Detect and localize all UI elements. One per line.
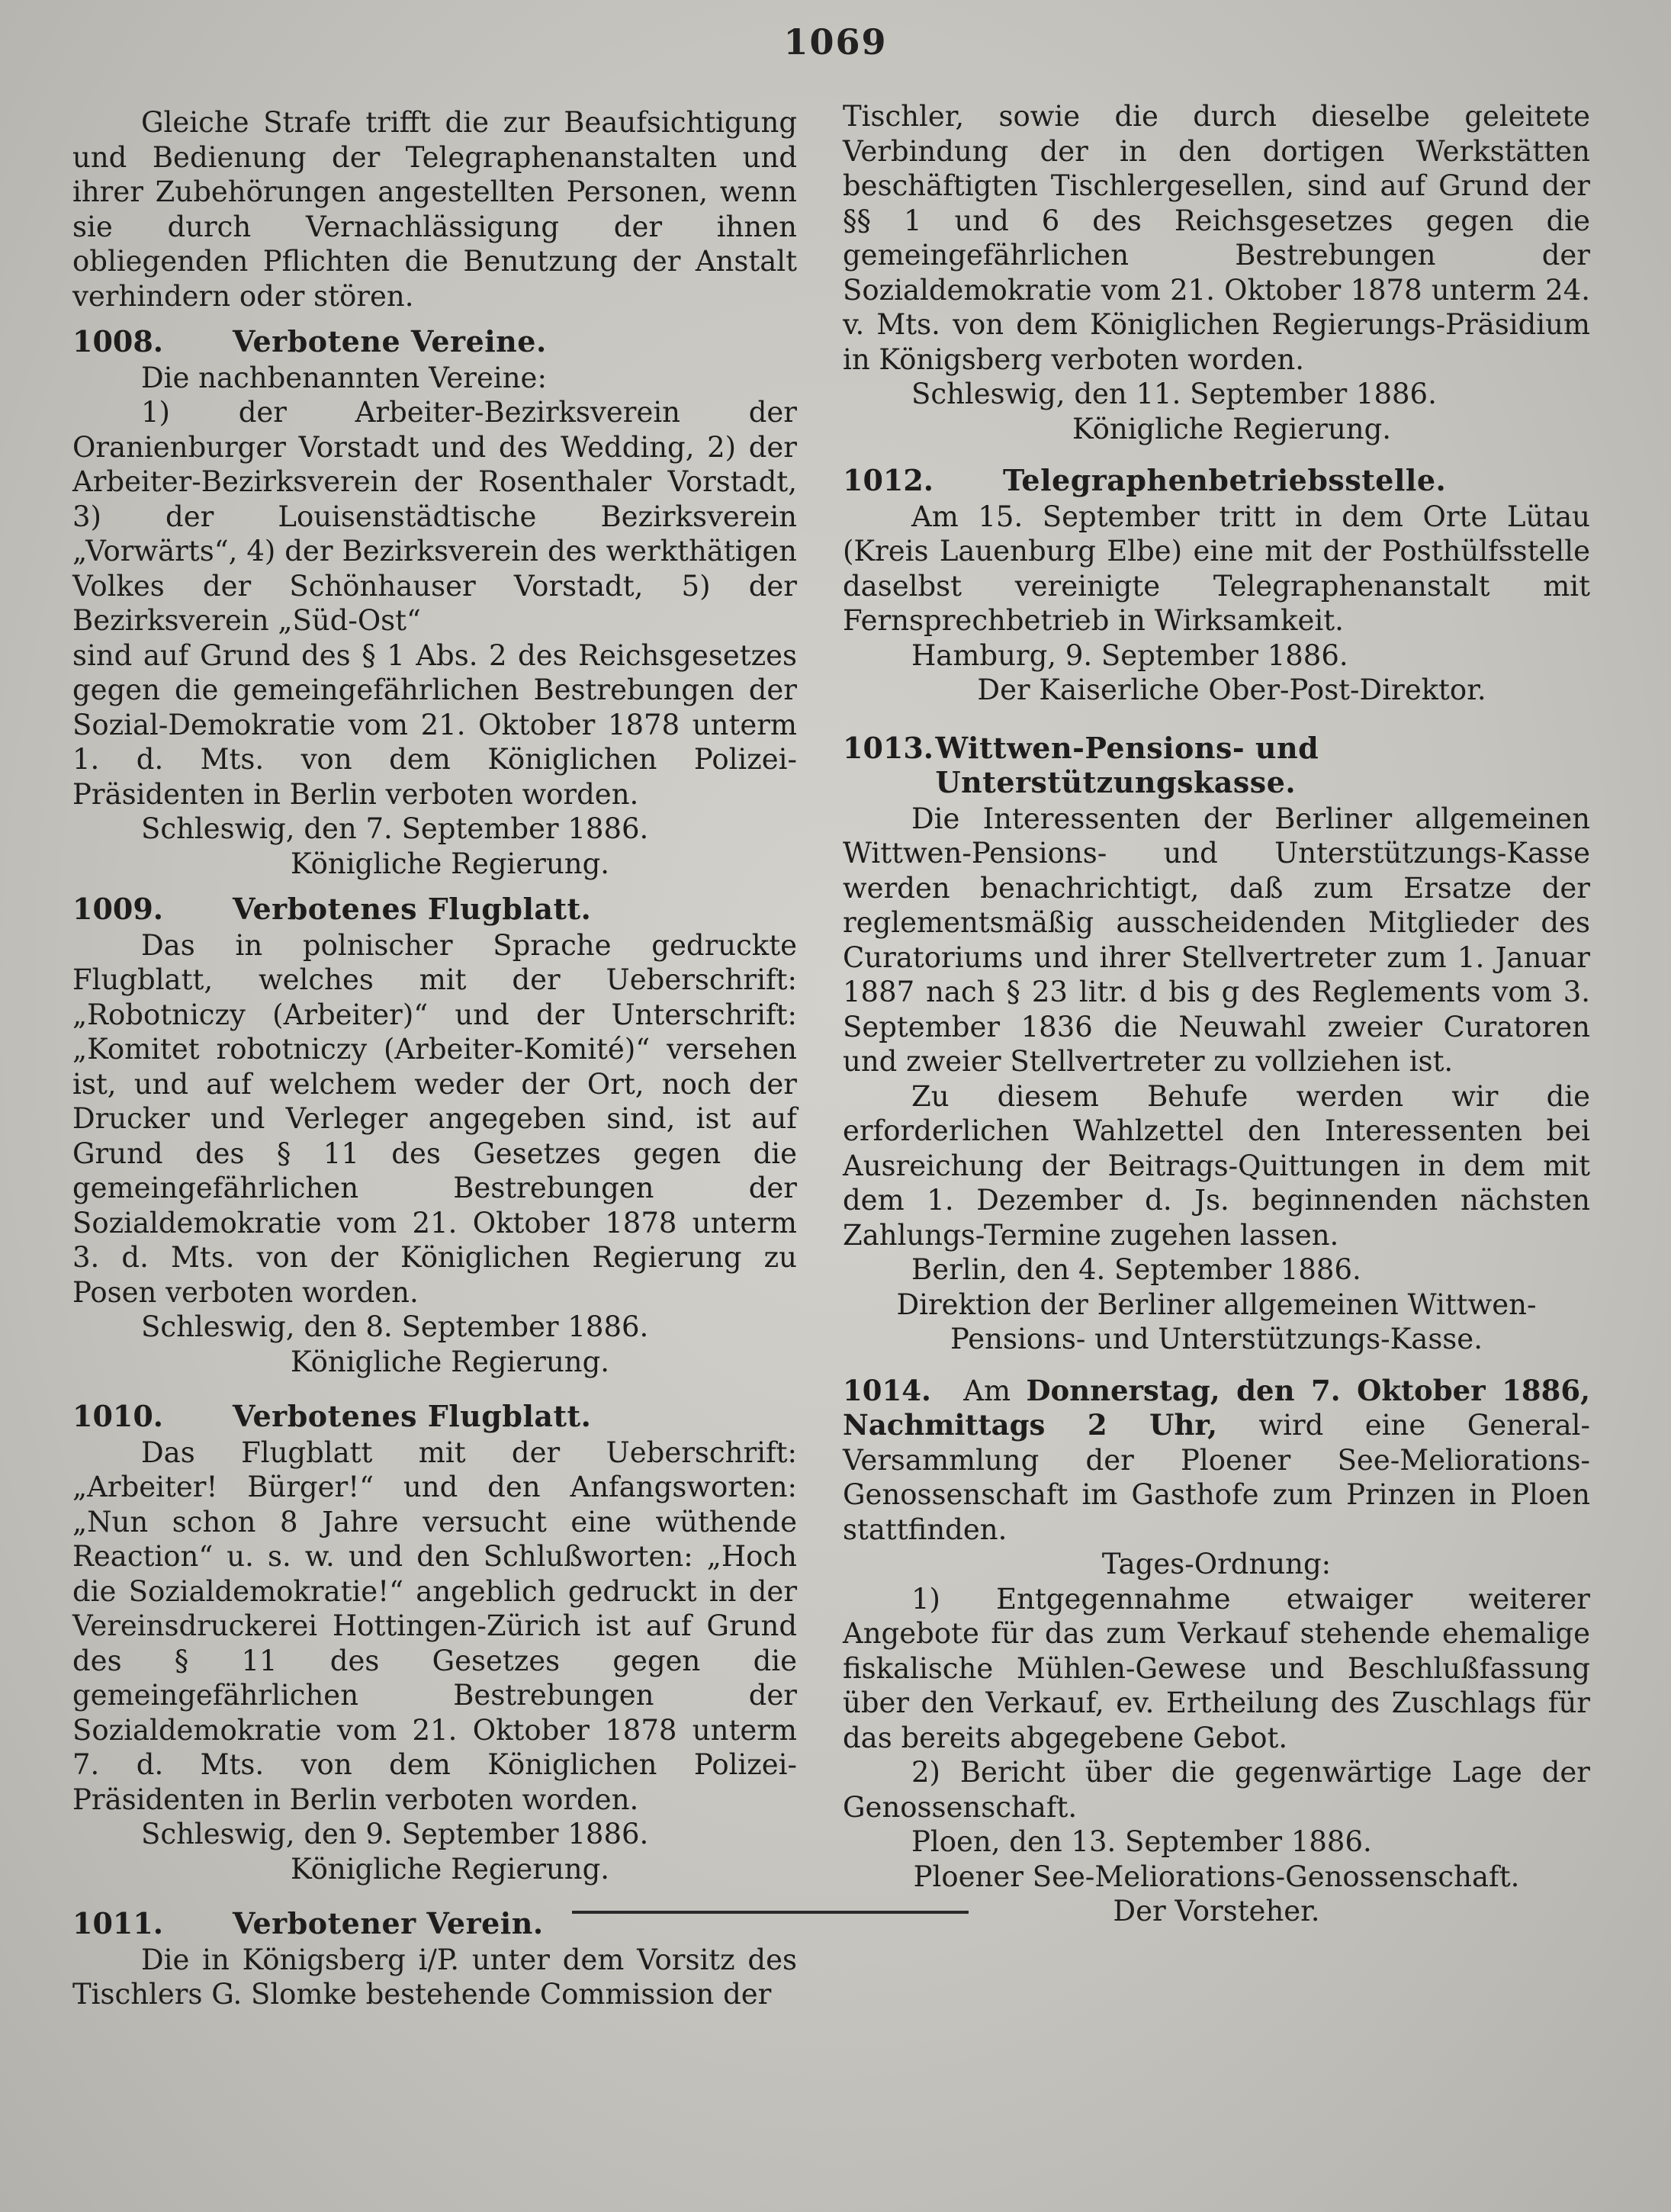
section-body-2: Zu diesem Behufe werden wir die erforderlichen Wahlzettel den Interessenten bei Ausreichung der Beitrags-Quittungen in dem mit dem 1. Dezember d. Js. beginnenden nächsten Zahlungs-Termine zugehen lassen.: [843, 1079, 1590, 1252]
section-date: Ploen, den 13. September 1886.: [911, 1825, 1372, 1858]
section-number: 1012.: [843, 463, 934, 497]
section-signature: Königliche Regierung.: [290, 1345, 610, 1378]
section-lead: Die nachbenannten Vereine:: [141, 361, 547, 394]
section-1013: [843, 731, 1590, 1357]
section-body: sind auf Grund des § 1 Abs. 2 des Reichsgesetzes gegen die gemeingefährlichen Bestrebungen der Sozial-Demokratie vom 21. Oktober 1878 unterm 1. d. Mts. von dem Königlichen Polizei-Präsidenten in Berlin verboten worden.: [72, 638, 797, 811]
section-body: Die in Königsberg i/P. unter dem Vorsitz des Tischlers G. Slomke bestehende Commission der: [72, 1943, 797, 2011]
meeting-datetime: Donnerstag, den 7. Oktober 1886, Nachmittags 2 Uhr,: [843, 1373, 1590, 1442]
section-date: Schleswig, den 9. September 1886.: [141, 1818, 649, 1850]
section-lead: [843, 1374, 1590, 1548]
section-body-1: Die Interessenten der Berliner allgemeinen Wittwen-Pensions- und Unterstützungs-Kasse werden benachrichtigt, daß zum Ersatze der reglementsmäßig ausscheidenden Mitglieder des Curatoriums und ihrer Stellvertreter zum 1. Januar 1887 nach § 23 litr. d bis g des Reglements vom 3. September 1836 die Neuwahl zweier Curatoren und zweier Stellvertreter zu vollziehen ist.: [843, 802, 1590, 1078]
section-1008: [72, 324, 797, 881]
section-signature: Königliche Regierung.: [290, 1852, 610, 1886]
section-heading: [72, 324, 797, 359]
section-title: Verbotene Vereine.: [233, 324, 547, 358]
section-body: Das Flugblatt mit der Ueberschrift: „Arbeiter! Bürger!“ und den Anfangsworten: „Nun schon 8 Jahre versucht eine wüthende Reaction“ u. s. w. und den Schlußworten: „Hoch die Sozialdemokratie!“ angeblich gedruckt in der Vereinsdruckerei Hottingen-Zürich ist auf Grund des § 11 des Gesetzes gegen die gemeingefährlichen Bestrebungen der Sozialdemokratie vom 21. Oktober 1878 unterm 7. d. Mts. von dem Königlichen Polizei-Präsidenten in Berlin verboten worden.: [72, 1436, 797, 1816]
section-1012: [843, 463, 1590, 708]
section-heading: [843, 731, 1590, 800]
section-date: Hamburg, 9. September 1886.: [911, 638, 1348, 672]
section-number: 1011.: [72, 1906, 163, 1940]
section-heading: [72, 892, 797, 927]
section-signature: Der Kaiserliche Ober-Post-Direktor.: [977, 674, 1486, 706]
section-title: Verbotener Verein.: [233, 1906, 544, 1940]
section-title: Telegraphenbetriebsstelle.: [1003, 463, 1447, 497]
section-body: Tischler, sowie die durch dieselbe geleitete Verbindung der in den dortigen Werkstätten beschäftigten Tischlergesellen, sind auf Grund der §§ 1 und 6 des Reichsgesetzes gegen die gemeingefährlichen Bestrebungen der Sozialdemokratie vom 21. Oktober 1878 unterm 24. v. Mts. von dem Königlichen Regierungs-Präsidium in Königsberg verboten worden.: [843, 100, 1590, 376]
section-signature: Königliche Regierung.: [1072, 412, 1392, 445]
section-list: 1) der Arbeiter-Bezirksverein der Oranienburger Vorstadt und des Wedding, 2) der Arbeiter-Bezirksverein der Rosenthaler Vorstadt, 3) der Louisenstädtische Bezirksverein „Vorwärts“, 4) der Bezirksverein des werkthätigen Volkes der Schönhauser Vorstadt, 5) der Bezirksverein „Süd-Ost“: [72, 396, 797, 637]
end-rule: [572, 1911, 969, 1914]
section-signature-2: Der Vorsteher.: [1113, 1895, 1320, 1927]
section-title: Wittwen-Pensions- und Unterstützungskasse.: [935, 730, 1319, 799]
section-title: Verbotenes Flugblatt.: [233, 892, 592, 926]
section-signature-1: Ploener See-Meliorations-Genossenschaft.: [913, 1860, 1520, 1893]
agenda-item-2: 2) Bericht über die gegenwärtige Lage der Genossenschaft.: [843, 1756, 1590, 1824]
section-number: 1014.: [843, 1373, 931, 1407]
section-number: 1009.: [72, 892, 163, 926]
lead-rest: wird eine General-Versammlung der Ploener See-Meliorations-Genossenschaft im Gasthofe zum Prinzen in Ploen stattfinden.: [843, 1409, 1590, 1546]
right-column: [843, 99, 1590, 1929]
section-1011-continued: [843, 99, 1590, 446]
agenda-title: Tages-Ordnung:: [1101, 1548, 1332, 1580]
section-body: Am 15. September tritt in dem Orte Lütau (Kreis Lauenburg Elbe) eine mit der Posthülfsstelle daselbst vereinigte Telegraphenanstalt mit Fernsprechbetrieb in Wirksamkeit.: [843, 500, 1590, 637]
section-date: Schleswig, den 7. September 1886.: [141, 812, 649, 845]
page-number: 1069: [783, 21, 888, 63]
section-date: Schleswig, den 8. September 1886.: [141, 1310, 649, 1343]
section-date: Berlin, den 4. September 1886.: [911, 1253, 1361, 1286]
section-heading: [843, 463, 1590, 498]
section-1011: [72, 1906, 797, 2012]
lead-pre: Am: [963, 1374, 1011, 1407]
left-column: [72, 105, 797, 2012]
section-1010: [72, 1399, 797, 1886]
section-signature: Königliche Regierung.: [290, 847, 610, 880]
section-heading: [72, 1399, 797, 1434]
section-date: Schleswig, den 11. September 1886.: [911, 378, 1437, 410]
section-number: 1013.: [843, 730, 934, 765]
section-body: Das in polnischer Sprache gedruckte Flugblatt, welches mit der Ueberschrift: „Robotniczy (Arbeiter)“ und der Unterschrift: „Komitet robotniczy (Arbeiter-Komité)“ versehen ist, und auf welchem weder der Ort, noch der Drucker und Verleger angegeben sind, ist auf Grund des § 11 des Gesetzes gegen die gemeingefährlichen Bestrebungen der Sozialdemokratie vom 21. Oktober 1878 unterm 3. d. Mts. von der Königlichen Regierung zu Posen verboten worden.: [72, 928, 797, 1309]
section-1009: [72, 892, 797, 1379]
agenda-item-1: 1) Entgegennahme etwaiger weiterer Angebote für das zum Verkauf stehende ehemalige fiskalische Mühlen-Gewese und Beschlußfassung über den Verkauf, ev. Ertheilung des Zuschlags für das bereits abgegebene Gebot.: [843, 1582, 1590, 1754]
section-1014: [843, 1374, 1590, 1929]
intro-paragraph: Gleiche Strafe trifft die zur Beaufsichtigung und Bedienung der Telegraphenanstalten und ihrer Zubehörungen angestellten Personen, wenn sie durch Vernachlässigung der ihnen obliegenden Pflichten die Benutzung der Anstalt verhindern oder stören.: [72, 106, 797, 313]
section-title: Verbotenes Flugblatt.: [233, 1399, 592, 1433]
section-number: 1010.: [72, 1399, 163, 1433]
section-signature: Direktion der Berliner allgemeinen Wittwen-Pensions- und Unterstützungs-Kasse.: [896, 1288, 1537, 1355]
section-number: 1008.: [72, 324, 163, 358]
